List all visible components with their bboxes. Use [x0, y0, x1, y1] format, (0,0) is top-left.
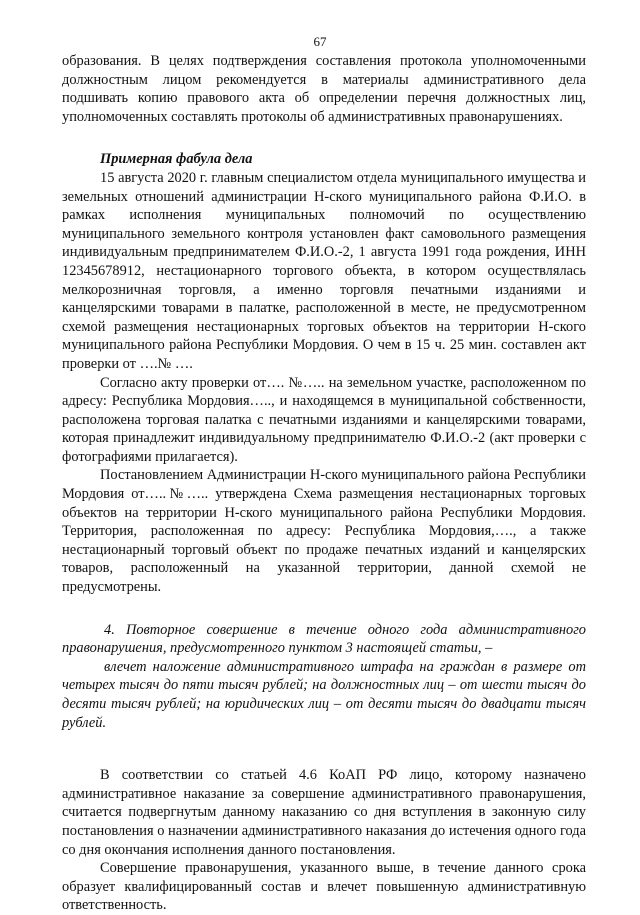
closing-paragraph: В соответствии со статьей 4.6 КоАП РФ лицо, которому назначено административное наказание за совершение административного правонарушения, считается подвергнутым данному наказанию со дня вступления в законную силу постановления о назначении административного наказания до истечения одного года со дня окончания исполнения данного постановления. — [62, 767, 586, 858]
part4-sanction: влечет наложение административного штрафа на граждан в размере от четырех тысяч до пяти тысяч рублей; на должностных лиц – от шести тысяч до десяти тысяч рублей; на юридических лиц – от десяти тысяч до двадцати тысяч рублей. — [62, 658, 586, 731]
intro-paragraph: образования. В целях подтверждения составления протокола уполномоченными должностным лицом рекомендуется в материалы административного дела подшивать копию правового акта об определении перечня должностных лиц, уполномоченных составлять протоколы об административных правонарушениях. — [62, 53, 586, 125]
page-number: 67 — [313, 34, 327, 49]
document-body — [62, 52, 586, 915]
fabula-paragraph: Согласно акту проверки от…. №….. на земельном участке, расположенном по адресу: Республика Мордовия….., и находящемся в муниципальной собственности, расположена торговая палатка с печатными изданиями и канцелярскими товарами, которая принадлежит индивидуальному предпринимателю Ф.И.О.-2 (акт проверки с фотографиями прилагается). — [62, 374, 586, 465]
closing-paragraph: Совершение правонарушения, указанного выше, в течение данного срока образует квалифицированный состав и влечет повышенную административную ответственность. — [62, 860, 586, 914]
fabula-title: Примерная фабула дела — [100, 151, 253, 168]
fabula-paragraph: Постановлением Администрации Н-ского муниципального района Республики Мордовия от…..№….. утверждена Схема размещения нестационарных торговых объектов на территории Н-ского муниципального района Республики Мордовия. Территория, расположенная по адресу: Республика Мордовия,…., а также нестационарный торговый объект по продаже печатных изданий и канцелярских товаров, расположенный на указанной территории, данной схемой не предусмотрены. — [62, 467, 586, 596]
part4-heading: 4. Повторное совершение в течение одного года административного правонарушения, предусмотренного пунктом 3 настоящей статьи, – — [62, 621, 586, 657]
fabula-paragraph: 15 августа 2020 г. главным специалистом отдела муниципального имущества и земельных отношений администрации Н-ского муниципального района Ф.И.О. в рамках исполнения муниципальных полномочий по осуществлению муниципального земельного контроля установлен факт самовольного размещения индивидуальным предпринимателем Ф.И.О.-2, 1 августа 1991 года рождения, ИНН 12345678912, нестационарного торгового объекта, в котором осуществлялась мелкорозничная торговля, а именно торговля печатными изданиями и канцелярскими товарами в палатке, расположенной в месте, не предусмотренном схемой размещения нестационарных торговых объектов на территории Н-ского муниципального района Республики Мордовия. О чем в 15 ч. 25 мин. составлен акт проверки от ….№ …. — [62, 169, 586, 372]
